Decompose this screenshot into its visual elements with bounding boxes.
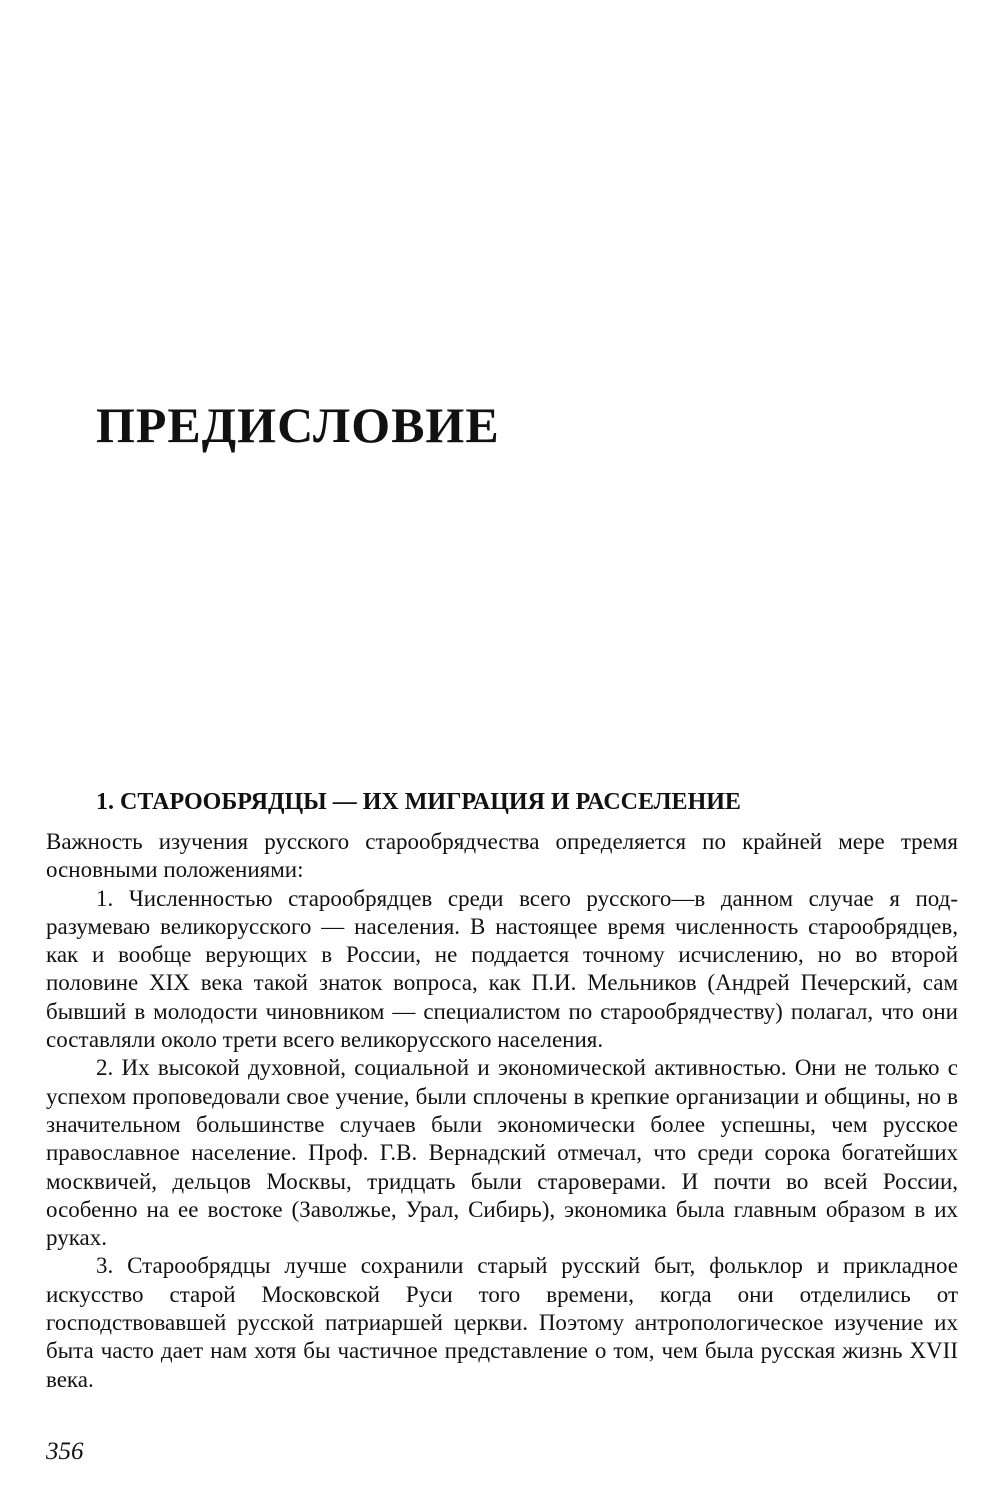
paragraph-point-2: 2. Их высокой духовной, социальной и экономической активностью. Они не только с успехом проповедовали свое учение, были сплочены в крепкие организации и общины, но в значительном большинстве случаев были экономически более успешны, чем русское православное население. Проф. Г.В. Вернадский отмечал, что среди сорока богатейших москвичей, дельцов Москвы, тридцать были староверами. И почти во всей России, особенно на ее востоке (Заволжье, Урал, Сибирь), экономика была главным образом в их руках. xyxy=(46,1055,958,1251)
paragraph-point-3: 3. Старообрядцы лучше сохранили старый русский быт, фольклор и прикладное искусство старой Московской Руси того времени, когда они отделились от господствовавшей русской патриаршей церкви. Поэтому антропологическое изучение их быта часто дает нам хотя бы частичное представление о том, чем была русская жизнь XVII века. xyxy=(46,1253,958,1392)
section-heading: 1. СТАРООБРЯДЦЫ — ИХ МИГРАЦИЯ И РАССЕЛЕНИЕ xyxy=(96,789,741,815)
body-text xyxy=(46,828,958,1394)
page-number: 356 xyxy=(46,1438,84,1465)
chapter-title: ПРЕДИСЛОВИЕ xyxy=(96,397,500,453)
paragraph-point-1: 1. Численностью старообрядцев среди всего русского—в данном случае я подразумеваю великорусского — населения. В настоящее время численность старообрядцев, как и вообще верующих в России, не поддается точному исчислению, но во второй половине XIX века такой знаток вопроса, как П.И. Мельников (Андрей Печерский, сам бывший в молодости чиновником — специалистом по старообрядчеству) полагал, что они составляли около трети всего великорусского населения. xyxy=(46,885,958,1053)
paragraph-intro: Важность изучения русского старообрядчества определяется по крайней мере тремя основными положениями: xyxy=(46,829,958,883)
